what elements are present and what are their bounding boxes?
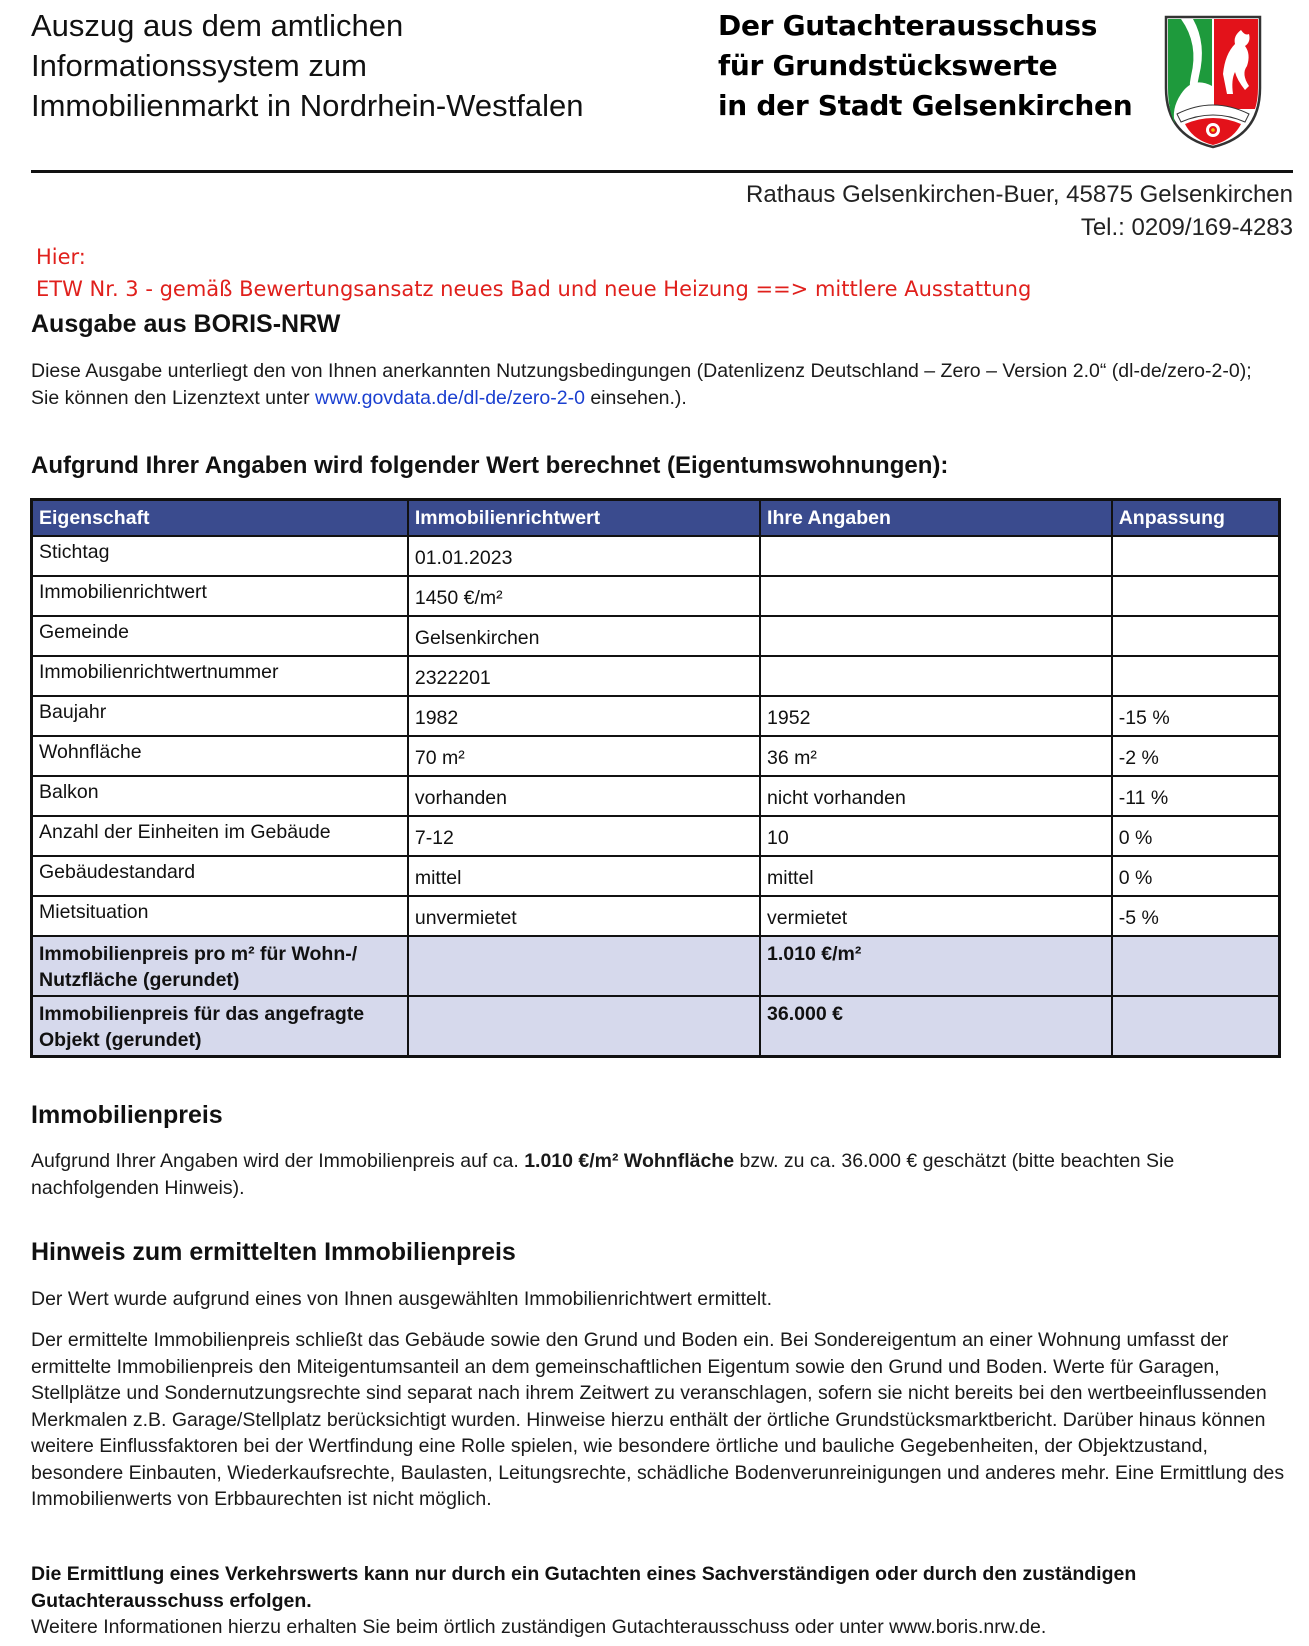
annotation-line-2: ETW Nr. 3 - gemäß Bewertungsansatz neues Bad und neue Heizung ==> mittlere Ausstattung xyxy=(36,277,1032,301)
header-divider xyxy=(31,170,1293,173)
table-cell: vorhanden xyxy=(408,776,760,816)
table-cell: -5 % xyxy=(1112,896,1280,936)
table-row xyxy=(32,576,1280,616)
table-cell: vermietet xyxy=(760,896,1112,936)
table-cell xyxy=(1112,576,1280,616)
table-cell: -11 % xyxy=(1112,776,1280,816)
table-cell: mittel xyxy=(408,856,760,896)
table-cell: Gelsenkirchen xyxy=(408,616,760,656)
table-cell: -2 % xyxy=(1112,736,1280,776)
table-cell: 36 m² xyxy=(760,736,1112,776)
summary-row-total-price xyxy=(32,996,1280,1057)
section-heading-boris: Ausgabe aus BORIS-NRW xyxy=(31,310,341,338)
table-cell: 1982 xyxy=(408,696,760,736)
price-paragraph xyxy=(31,1148,1271,1202)
authority-line-2: für Grundstückswerte xyxy=(718,49,1058,82)
authority-name xyxy=(718,6,1138,126)
annotation-line-1: Hier: xyxy=(36,245,86,269)
table-row xyxy=(32,816,1280,856)
table-cell: 1952 xyxy=(760,696,1112,736)
table-cell: 1.010 €/m² xyxy=(760,936,1112,996)
table-cell: mittel xyxy=(760,856,1112,896)
table-cell xyxy=(1112,936,1280,996)
table-cell: unvermietet xyxy=(408,896,760,936)
nrw-coat-of-arms-icon xyxy=(1163,14,1263,150)
table-row xyxy=(32,776,1280,816)
column-header-adjustment: Anpassung xyxy=(1112,500,1280,537)
table-cell: Mietsituation xyxy=(32,896,408,936)
summary-row-price-per-sqm xyxy=(32,936,1280,996)
table-row xyxy=(32,656,1280,696)
table-row xyxy=(32,736,1280,776)
notice-paragraph-3: Die Ermittlung eines Verkehrswerts kann nur durch ein Gutachten eines Sachverständigen oder durch den zuständigen Gutachterausschuss erfolgen. xyxy=(31,1563,1137,1612)
document-title: Auszug aus dem amtlichen Informationssystem zum Immobilienmarkt in Nordrhein-Westfalen xyxy=(31,8,584,123)
column-header-property: Eigenschaft xyxy=(32,500,408,537)
table-row xyxy=(32,696,1280,736)
license-text-after: einsehen.). xyxy=(584,387,687,409)
address-text: Rathaus Gelsenkirchen-Buer, 45875 Gelsenkirchen xyxy=(746,181,1293,208)
authority-line-1: Der Gutachterausschuss xyxy=(718,9,1098,42)
table-cell: Wohnfläche xyxy=(32,736,408,776)
notice-paragraph-4: Weitere Informationen hierzu erhalten Sie beim örtlich zuständigen Gutachterausschuss oder unter www.boris.nrw.de. xyxy=(31,1616,1047,1638)
table-cell: Baujahr xyxy=(32,696,408,736)
column-header-guide-value: Immobilienrichtwert xyxy=(408,500,760,537)
table-row xyxy=(32,896,1280,936)
table-cell xyxy=(760,616,1112,656)
table-cell: Anzahl der Einheiten im Gebäude xyxy=(32,816,408,856)
table-cell: Immobilienrichtwert xyxy=(32,576,408,616)
contact-block xyxy=(393,178,1293,244)
license-paragraph xyxy=(31,358,1261,412)
table-cell: 70 m² xyxy=(408,736,760,776)
table-cell xyxy=(1112,536,1280,576)
notice-paragraph-1: Der Wert wurde aufgrund eines von Ihnen ausgewählten Immobilienrichtwert ermittelt. xyxy=(31,1288,772,1310)
table-cell: 10 xyxy=(760,816,1112,856)
handwritten-annotation xyxy=(36,241,1276,305)
table-cell: Immobilienrichtwertnummer xyxy=(32,656,408,696)
authority-line-3: in der Stadt Gelsenkirchen xyxy=(718,89,1133,122)
table-cell xyxy=(1112,656,1280,696)
table-cell: Immobilienpreis für das angefragte Objekt (gerundet) xyxy=(32,996,408,1057)
table-cell xyxy=(760,536,1112,576)
notice-paragraph-2: Der ermittelte Immobilienpreis schließt das Gebäude sowie den Grund und Boden ein. Bei Sondereigentum an einer Wohnung umfasst der ermittelte Immobilienpreis den Miteigentumsanteil an dem gemeinschaftlichen Eigentum sowie den Grund und Boden. Werte für Garagen, Stellplätze und Sondernutzungsrechte sind separat nach ihrem Zeitwert zu veranschlagen, sofern sie nicht bereits bei den wertbeeinflussenden Merkmalen z.B. Garage/Stellplatz berücksichtigt wurden. Hinweise hierzu enthält der örtliche Grundstücksmarktbericht. Darüber hinaus können weitere Einflussfaktoren bei der Wertfindung eine Rolle spielen, wie besondere örtliche und bauliche Gegebenheiten, der Objektzustand, besondere Einbauten, Wiederkaufsrechte, Baulasten, Leitungsrechte, schädliche Bodenverunreinigungen und anderes mehr. Eine Ermittlung des Immobilienwerts von Erbbaurechten ist nicht möglich. xyxy=(31,1329,1285,1510)
table-cell: Gebäudestandard xyxy=(32,856,408,896)
column-header-your-input: Ihre Angaben xyxy=(760,500,1112,537)
table-cell: 36.000 € xyxy=(760,996,1112,1057)
table-cell: 0 % xyxy=(1112,856,1280,896)
table-cell: Immobilienpreis pro m² für Wohn-/ Nutzfläche (gerundet) xyxy=(32,936,408,996)
table-cell: -15 % xyxy=(1112,696,1280,736)
table-cell: 2322201 xyxy=(408,656,760,696)
table-header-row xyxy=(32,500,1280,537)
price-text-a: Aufgrund Ihrer Angaben wird der Immobilienpreis auf ca. xyxy=(31,1150,525,1172)
table-cell xyxy=(408,996,760,1057)
table-cell: 01.01.2023 xyxy=(408,536,760,576)
table-cell: Gemeinde xyxy=(32,616,408,656)
table-cell xyxy=(408,936,760,996)
table-cell: 0 % xyxy=(1112,816,1280,856)
table-row xyxy=(32,616,1280,656)
section-heading-calculation: Aufgrund Ihrer Angaben wird folgender Wert berechnet (Eigentumswohnungen): xyxy=(31,452,949,479)
table-cell: 7-12 xyxy=(408,816,760,856)
phone-text: Tel.: 0209/169-4283 xyxy=(1080,214,1293,241)
price-text-b: bzw. zu ca. 36.000 € geschätzt (bitte beachten Sie nachfolgenden Hinweis). xyxy=(31,1150,1175,1199)
license-link[interactable]: www.govdata.de/dl-de/zero-2-0 xyxy=(315,387,585,409)
table-cell: Stichtag xyxy=(32,536,408,576)
table-cell: nicht vorhanden xyxy=(760,776,1112,816)
section-heading-price: Immobilienpreis xyxy=(31,1101,223,1129)
section-heading-notice: Hinweis zum ermittelten Immobilienpreis xyxy=(31,1238,516,1266)
table-cell xyxy=(760,576,1112,616)
license-text-before: Diese Ausgabe unterliegt den von Ihnen anerkannten Nutzungsbedingungen (Datenlizenz Deutschland – Zero – Version 2.0“ (dl-de/zero-2-0); Sie können den Lizenztext unter xyxy=(31,360,1252,409)
table-cell xyxy=(1112,616,1280,656)
price-text-bold: 1.010 €/m² Wohnfläche xyxy=(524,1150,735,1172)
table-cell: 1450 €/m² xyxy=(408,576,760,616)
table-cell xyxy=(1112,996,1280,1057)
table-cell xyxy=(760,656,1112,696)
table-cell: Balkon xyxy=(32,776,408,816)
table-row xyxy=(32,856,1280,896)
table-row xyxy=(32,536,1280,576)
valuation-table xyxy=(30,498,1281,1058)
